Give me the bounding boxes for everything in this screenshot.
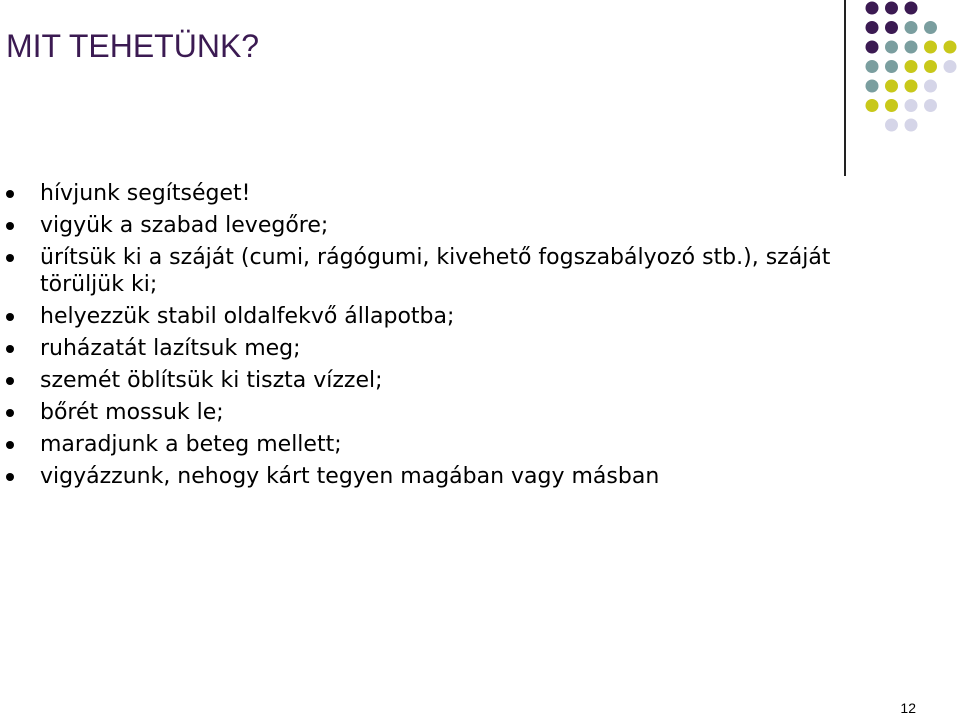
decorative-dot (924, 80, 937, 93)
bullet-item (0, 335, 840, 362)
decorative-dot (866, 2, 879, 15)
decorative-dot (924, 99, 937, 112)
bullet-item (0, 180, 840, 207)
decorative-dot (924, 21, 937, 34)
decorative-dot (866, 21, 879, 34)
bullet-dot-icon (6, 345, 14, 353)
bullet-text: vigyük a szabad levegőre; (40, 213, 329, 238)
decorative-dot (905, 99, 918, 112)
decorative-dot (924, 41, 937, 54)
decorative-dot (905, 60, 918, 73)
bullet-dot-icon (6, 190, 14, 198)
bullet-dot-icon (6, 441, 14, 449)
bullet-text: vigyázzunk, nehogy kárt tegyen magában vagy másban (40, 464, 660, 489)
decorative-dot (885, 99, 898, 112)
bullet-text: maradjunk a beteg mellett; (40, 432, 342, 457)
decorative-dot (905, 119, 918, 132)
bullet-text: ürítsük ki a száját (cumi, rágógumi, kivehető fogszabályozó stb.), száját törüljük ki; (40, 245, 831, 297)
bullet-item (0, 431, 840, 458)
decorative-dot (905, 41, 918, 54)
decorative-dot (885, 119, 898, 132)
decorative-dot (866, 41, 879, 54)
decorative-dot (866, 80, 879, 93)
bullet-dot-icon (6, 409, 14, 417)
bullet-text: helyezzük stabil oldalfekvő állapotba; (40, 304, 455, 329)
bullet-text: ruházatát lazítsuk meg; (40, 336, 301, 361)
decorative-dot (866, 99, 879, 112)
bullet-text: hívjunk segítséget! (40, 181, 251, 206)
decorative-dot (885, 21, 898, 34)
bullet-dot-icon (6, 222, 14, 230)
decorative-dot (885, 80, 898, 93)
bullet-item (0, 303, 840, 330)
decorative-dot (905, 80, 918, 93)
decorative-dot (944, 41, 957, 54)
bullet-item (0, 367, 840, 394)
decorative-dot (885, 2, 898, 15)
decorative-dot (866, 60, 879, 73)
bullet-dot-icon (6, 254, 14, 262)
bullet-item (0, 244, 840, 298)
bullet-text: bőrét mossuk le; (40, 400, 224, 425)
bullet-item (0, 463, 840, 490)
bullet-dot-icon (6, 473, 14, 481)
slide-title: MIT TEHETÜNK? (6, 28, 260, 64)
bullet-list (0, 180, 840, 495)
bullet-item (0, 399, 840, 426)
vertical-divider (844, 0, 846, 176)
decorative-dot (885, 60, 898, 73)
bullet-dot-icon (6, 313, 14, 321)
decorative-dot (885, 41, 898, 54)
decorative-dot-grid (856, 0, 960, 160)
bullet-dot-icon (6, 377, 14, 385)
bullet-item (0, 212, 840, 239)
decorative-dot (924, 60, 937, 73)
decorative-dot (944, 60, 957, 73)
page-number: 12 (900, 700, 916, 716)
decorative-dot (905, 2, 918, 15)
bullet-text: szemét öblítsük ki tiszta vízzel; (40, 368, 383, 393)
decorative-dot (905, 21, 918, 34)
